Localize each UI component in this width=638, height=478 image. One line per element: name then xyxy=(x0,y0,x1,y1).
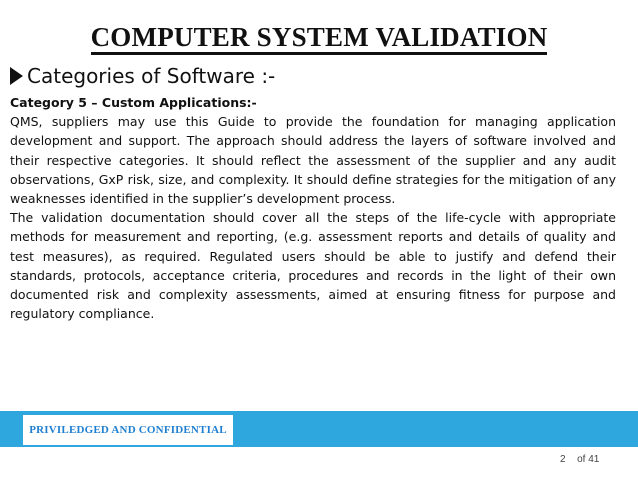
page-number xyxy=(560,454,599,465)
slide-title xyxy=(0,22,638,53)
arrow-right-icon xyxy=(10,67,23,85)
paragraph-2: The validation documentation should cover all the steps of the life-cycle with appropriate methods for measurement and reporting, (e.g. assessment reports and details of quality and test measures), as required. Regulated users should be able to justify and defend their standards, protocols, acceptance criteria, procedures and records in the light of their own documented risk and complexity assessments, aimed at ensuring fitness for purpose and regulatory compliance. xyxy=(10,210,616,322)
page-current: 2 xyxy=(560,454,566,465)
bullet-heading xyxy=(10,64,275,88)
category-subheading: Category 5 – Custom Applications:- xyxy=(10,95,257,110)
bullet-heading-text: Categories of Software :- xyxy=(27,64,276,88)
slide-title-text: COMPUTER SYSTEM VALIDATION xyxy=(91,22,548,55)
body-text xyxy=(10,93,616,323)
paragraph-1: QMS, suppliers may use this Guide to provide the foundation for managing application development and support. The approach should address the layers of software involved and their respective categories. It should reflect the assessment of the supplier and any audit observations, GxP risk, size, and complexity. It should define strategies for the mitigation of any weaknesses identified in the supplier’s development process. xyxy=(10,114,616,207)
page-total: of 41 xyxy=(577,454,600,465)
confidential-label: PRIVILEDGED AND CONFIDENTIAL xyxy=(23,415,233,445)
